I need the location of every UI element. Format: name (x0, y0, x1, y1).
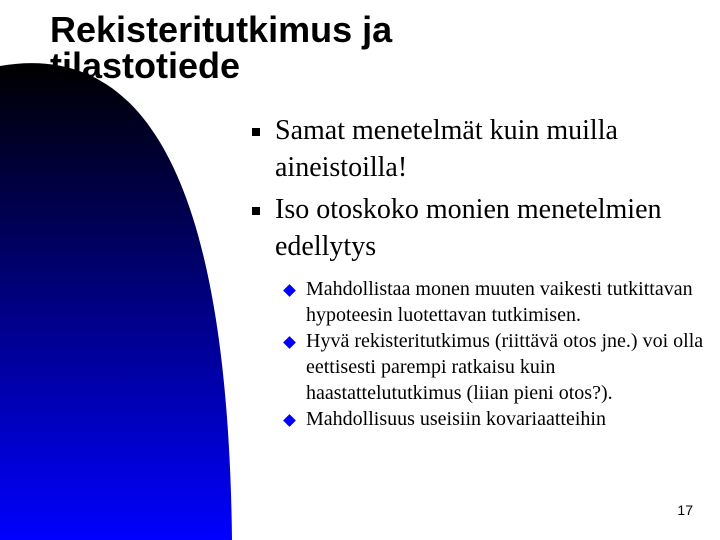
diamond-bullet-icon (283, 284, 296, 297)
page-number: 17 (677, 502, 693, 518)
diamond-bullet-icon (283, 336, 296, 349)
bullet-item (248, 191, 708, 265)
diamond-bullet-icon (283, 414, 296, 427)
square-bullet-icon (252, 128, 260, 136)
sub-bullet-item (284, 276, 714, 328)
bullet-list (248, 112, 708, 270)
bullet-item (248, 112, 708, 186)
bullet-text: Samat menetelmät kuin muilla aineistoilla! (275, 115, 618, 183)
sub-bullet-text: Hyvä rekisteritutkimus (riittävä otos jne.) voi olla eettisesti parempi ratkaisu kuin haastattelututkimus (liian pieni otos?). (306, 330, 704, 404)
sub-bullet-text: Mahdollisuus useisiin kovariaatteihin (306, 408, 606, 430)
sub-bullet-item (284, 328, 714, 406)
title-line-1: Rekisteritutkimus ja (50, 9, 393, 50)
sub-bullet-item (284, 406, 714, 432)
title-line-2: tilastotiede (50, 45, 241, 86)
sub-bullet-list (284, 276, 714, 432)
sub-bullet-text: Mahdollistaa monen muuten vaikesti tutkittavan hypoteesin luotettavan tutkimisen. (306, 278, 693, 326)
slide-title (50, 9, 610, 86)
bullet-text: Iso otoskoko monien menetelmien edellytys (275, 194, 662, 262)
square-bullet-icon (252, 207, 260, 215)
